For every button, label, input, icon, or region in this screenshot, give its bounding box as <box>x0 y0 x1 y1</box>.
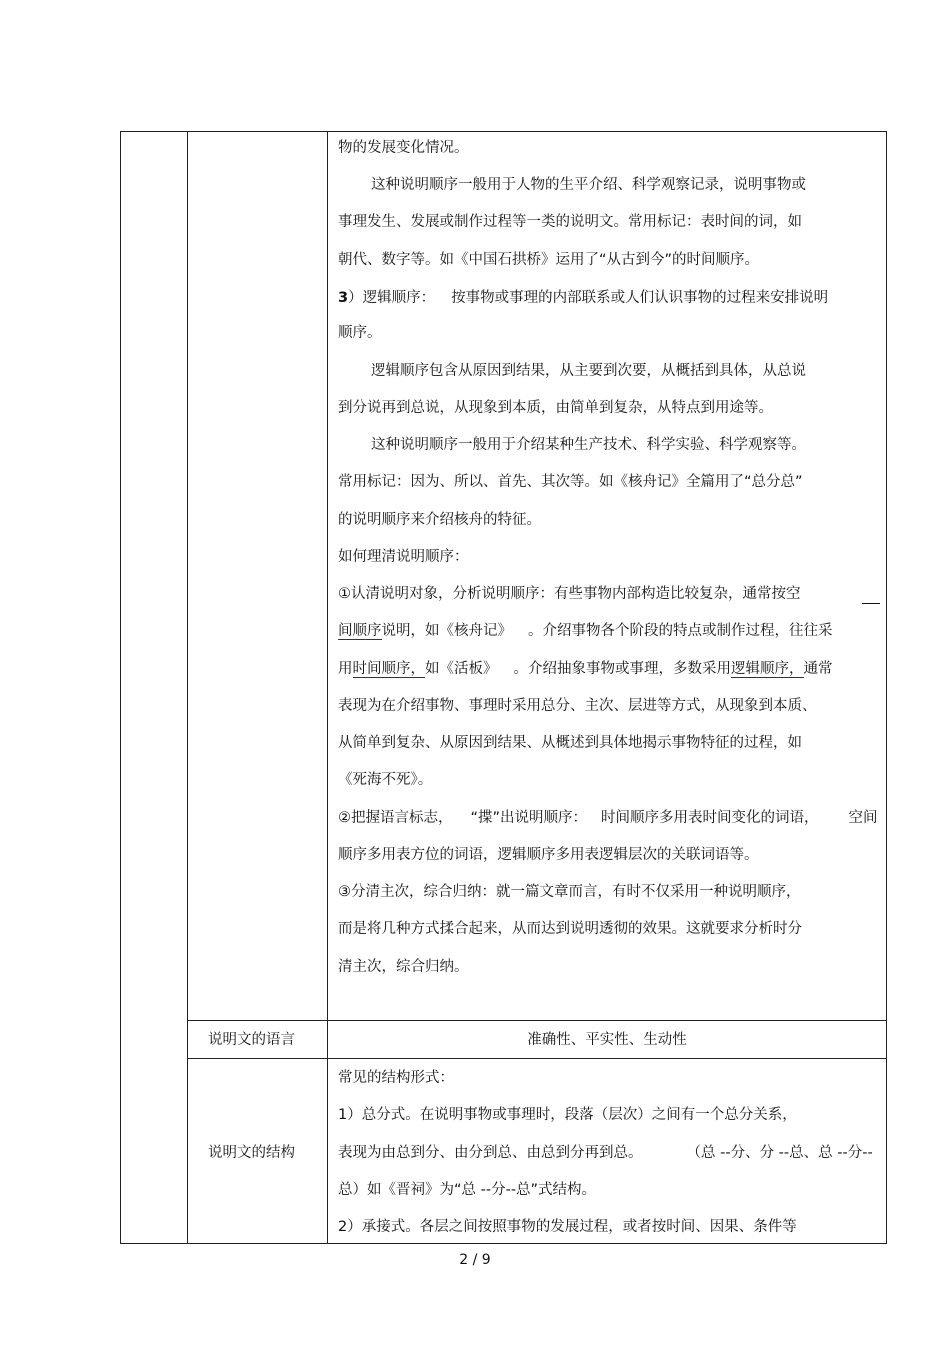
underlined-term: 间顺序 <box>338 623 382 639</box>
text-line: 这种说明顺序一般用于介绍某种生产技术、科学实验、科学观察等。 <box>371 437 806 453</box>
text-line: 朝代、数字等。如《中国石拱桥》运用了“从古到今”的时间顺序。 <box>338 252 760 268</box>
text-line: 事理发生、发展或制作过程等一类的说明文。常用标记：表时间的词，如 <box>338 214 802 230</box>
page-number: 2 / 9 <box>459 1252 491 1268</box>
text-line: ③分清主次，综合归纳：就一篇文章而言，有时不仅采用一种说明顺序， <box>338 884 801 900</box>
table-left-border <box>120 131 121 1244</box>
text-line: ②把握语言标志， “揲”出说明顺序： 时间顺序多用表时间变化的词语， 空间 <box>338 810 878 826</box>
text-line: 物的发展变化情况。 <box>338 140 469 156</box>
text-line: 到分说再到总说，从现象到本质，由简单到复杂，从特点到用途等。 <box>338 400 773 416</box>
text-line: 《死海不死》。 <box>338 772 433 788</box>
text-line: 顺序。 <box>338 325 382 341</box>
underlined-term: 逻辑顺序， <box>731 661 804 677</box>
table-right-border <box>886 131 887 1244</box>
text-line: 常见的结构形式： <box>338 1070 454 1086</box>
row-label-structure: 说明文的结构 <box>208 1145 295 1161</box>
text-line-logical-order: 3）逻辑顺序： 按事物或事理的内部联系或人们认识事物的过程来安排说明 <box>338 290 829 306</box>
text-line: 从简单到复杂、从原因到结果、从概述到具体地揭示事物特征的过程，如 <box>338 735 802 751</box>
text-line: 的说明顺序来介绍核舟的特征。 <box>338 512 541 528</box>
table-bottom-border <box>120 1243 887 1244</box>
text-line: 这种说明顺序一般用于人物的生平介绍、科学观察记录，说明事物或 <box>371 177 806 193</box>
text-line: 逻辑顺序包含从原因到结果，从主要到次要，从概括到具体，从总说 <box>371 363 806 379</box>
row-value-language: 准确性、平实性、生动性 <box>527 1032 687 1048</box>
text-line: 表现为在介绍事物、事理时采用总分、主次、层进等方式，从现象到本质、 <box>338 698 817 714</box>
text-line: 用时间顺序，如《活板》 。介绍抽象事物或事理，多数采用逻辑顺序，通常 <box>338 661 833 677</box>
text-line: 表现为由总到分、由分到总、由总到分再到总。 （总 --分、分 --总、总 --分-- <box>338 1145 873 1161</box>
text-line: 如何理清说明顺序： <box>338 549 469 565</box>
text-line: 顺序多用表方位的词语，逻辑顺序多用表逻辑层次的关联词语等。 <box>338 847 759 863</box>
table-row-divider-2 <box>187 1058 887 1059</box>
table-col-divider-2 <box>327 131 328 1244</box>
text-line: 清主次，综合归纳。 <box>338 959 469 975</box>
margin-dash <box>862 603 880 604</box>
table-top-border <box>120 131 887 132</box>
text-line: ①认清说明对象，分析说明顺序：有些事物内部构造比较复杂，通常按空 <box>338 586 801 602</box>
text-line: 常用标记：因为、所以、首先、其次等。如《核舟记》全篇用了“总分总” <box>338 474 803 490</box>
text-line: 而是将几种方式揉合起来，从而达到说明透彻的效果。这就要求分析时分 <box>338 921 802 937</box>
underlined-term: 时间顺序， <box>352 661 425 677</box>
text-line: 1）总分式。在说明事物或事理时，段落（层次）之间有一个总分关系， <box>338 1107 797 1123</box>
text-line: 间顺序说明，如《核舟记》 。介绍事物各个阶段的特点或制作过程，往往采 <box>338 623 833 639</box>
text-line: 总）如《晋祠》为“总 --分--总”式结构。 <box>338 1182 597 1198</box>
text-line: 2）承接式。各层之间按照事物的发展过程，或者按时间、因果、条件等 <box>338 1219 797 1235</box>
item-number: 3 <box>338 290 349 306</box>
row-label-language: 说明文的语言 <box>208 1032 295 1048</box>
table-row-divider-1 <box>187 1020 887 1021</box>
table-col-divider-1 <box>187 131 188 1244</box>
